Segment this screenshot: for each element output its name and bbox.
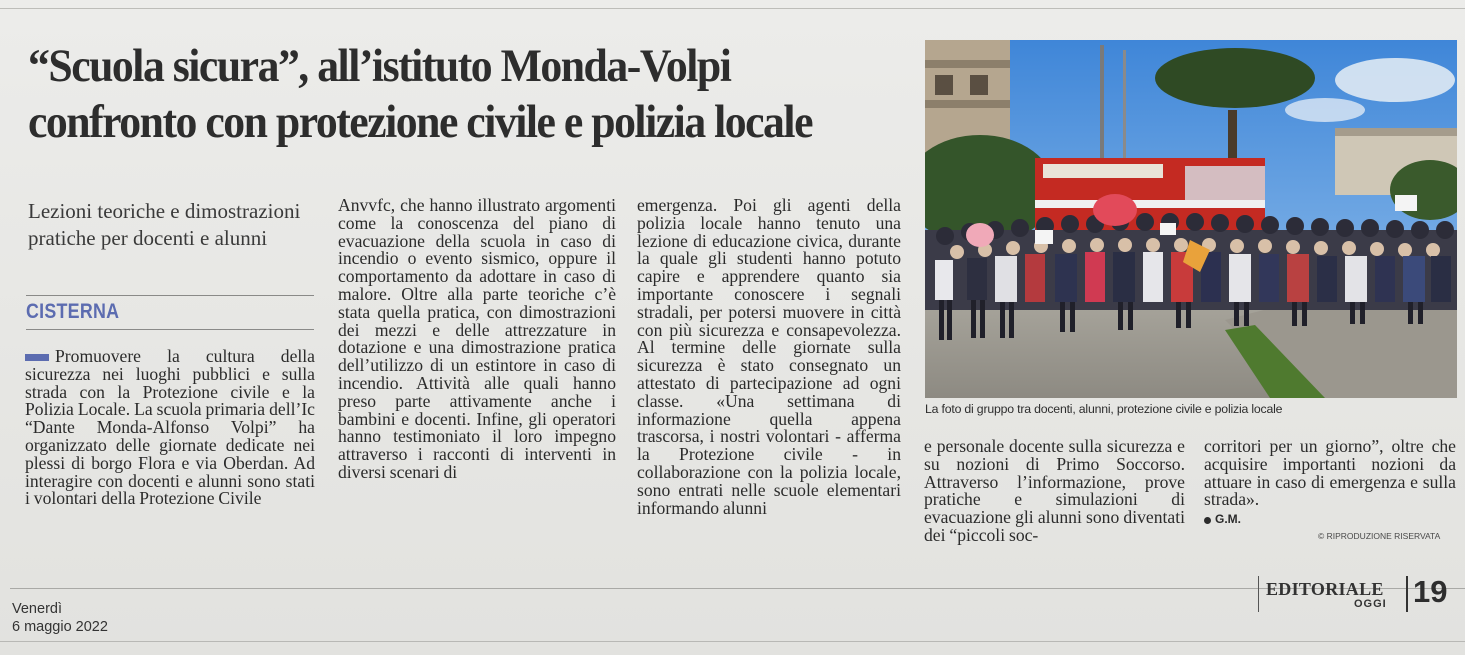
bottom-rule	[0, 641, 1465, 642]
headline: “Scuola sicura”, all’istituto Monda-Volpi confronto con protezione civile e polizia locale	[28, 40, 813, 148]
photo-caption: La foto di gruppo tra docenti, alunni, protezione civile e polizia locale	[925, 402, 1283, 416]
column-text: Promuovere la cultura della sicurezza nei luoghi pubblici e sulla strada con la Protezione civile e la Polizia Locale. La scuola primaria dell’Ic “Dante Monda-Alfonso Volpi” ha organizzato delle giornate dedicate nei plessi di borgo Flora e via Oberdan. Ad interagire con docenti e alunni sono stati i volontari della Protezione Civile	[25, 346, 315, 509]
signature	[1204, 512, 1241, 526]
masthead-editoriale: EDITORIALE	[1266, 579, 1384, 599]
signature-text: G.M.	[1215, 512, 1241, 527]
section-divider	[26, 329, 314, 330]
top-rule	[0, 8, 1465, 9]
column-text: corritori per un giorno”, oltre che acquisire importanti nozioni da attuare in caso di emergenza e sulla strada».	[1204, 436, 1456, 510]
footer-divider	[10, 588, 1465, 589]
article-column-4: e personale docente sulla sicurezza e su nozioni di Primo Soccorso. Attraverso l’informazione, prove pratiche e simulazioni di evacuazione gli alunni sono diventati dei “piccoli soc-	[924, 436, 1185, 545]
bullet-icon	[1204, 517, 1211, 524]
copyright-notice: © RIPRODUZIONE RISERVATA	[1318, 531, 1441, 541]
section-label: CISTERNA	[26, 300, 120, 323]
article-column-1	[25, 348, 315, 508]
page-number: 19	[1413, 574, 1448, 609]
article-column-5	[1204, 438, 1456, 529]
article-column-2: Anvvfc, che hanno illustrato argomenti come la conoscenza del piano di evacuazione della scuola in caso di incendio o evento sismico, oppure il comportamento da adottare in caso di malore. Oltre alla parte teoriche c’è stata quella pratica, con dimostrazioni dei mezzi e delle attrezzature in dotazione e una dimostrazione pratica dell’utilizzo di un estintore in caso di incendio. Attività alle quali hanno preso parte attivamente anche i bambini e docenti. Infine, gli operatori hanno testimoniato il loro impegno attraverso i racconti di interventi in diversi scenari di	[338, 195, 616, 482]
brand-divider	[1258, 576, 1259, 612]
lead-bar-icon	[25, 354, 49, 361]
issue-day: Venerdì	[12, 601, 62, 617]
page-number-divider	[1406, 576, 1408, 612]
article-column-3: emergenza. Poi gli agenti della polizia locale hanno tenuto una lezione di educazione civica, durante la quale gli studenti hanno potuto capire e apprendere quanto sia importante conoscere i segnali stradali, per potersi muovere in città con più sicurezza e consapevolezza. Al termine delle giornate sulla sicurezza è stato consegnato un attestato di partecipazione ad ogni classe. «Una settimana di informazione quella appena trascorsa, i nostri volontari - afferma la Protezione civile - in collaborazione con la polizia locale, sono entrati nelle scuole elementari informando alunni	[637, 195, 901, 518]
subhead: Lezioni teoriche e dimostrazioni pratiche per docenti e alunni	[28, 199, 301, 250]
section-divider	[26, 295, 314, 296]
group-photo	[925, 40, 1457, 398]
group-photo-image	[925, 40, 1457, 398]
issue-date: 6 maggio 2022	[12, 619, 108, 635]
masthead-oggi: OGGI	[1354, 598, 1387, 610]
